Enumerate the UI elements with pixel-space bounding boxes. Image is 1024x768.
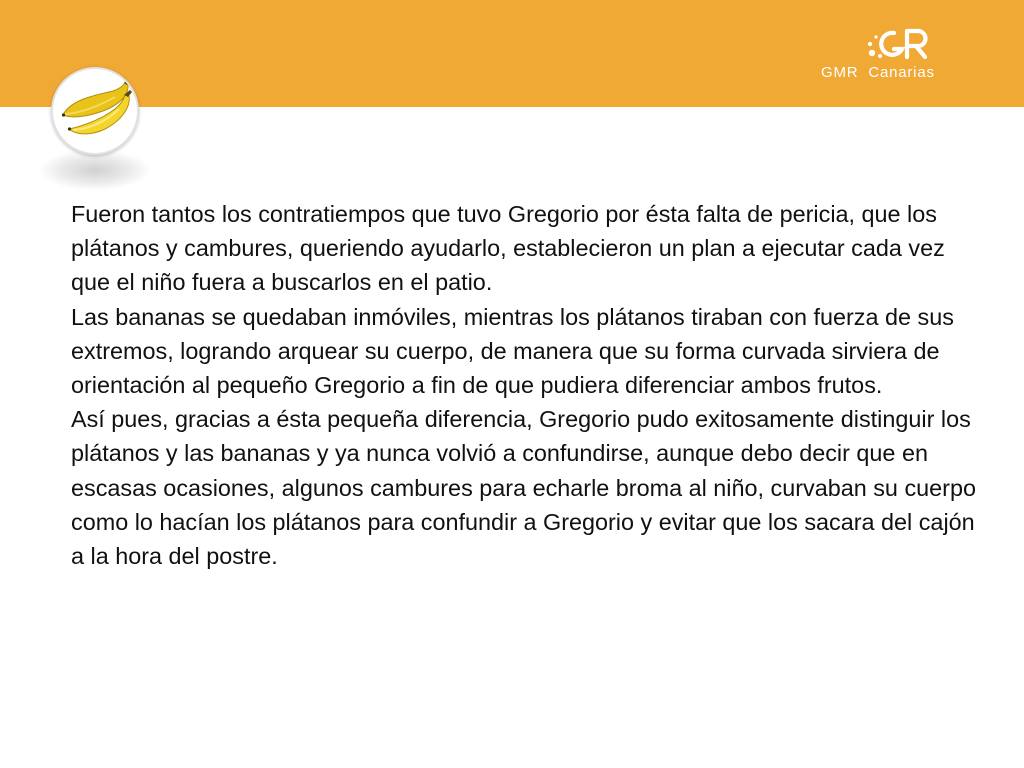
paragraph-3: Así pues, gracias a ésta pequeña diferencia, Gregorio pudo exitosamente distinguir los plátanos y las bananas y ya nunca volvió a confundirse, aunque debo decir que en escasas ocasiones, algunos cambures para echarle broma al niño, curvaban su cuerpo como lo hacían los plátanos para confundir a Gregorio y evitar que los sacara del cajón a la hora del postre.: [71, 406, 976, 570]
gmr-canarias-logo: [818, 26, 988, 86]
story-text: [71, 197, 976, 573]
paragraph-1: Fueron tantos los contratiempos que tuvo Gregorio por ésta falta de pericia, que los plátanos y cambures, queriendo ayudarlo, establecieron un plan a ejecutar cada vez que el niño fuera a buscarlos en el patio.: [71, 201, 945, 296]
badge-shadow: [40, 150, 150, 190]
banana-badge: [51, 67, 139, 155]
banana-icon: [53, 69, 137, 153]
logo-text: GMR Canarias: [821, 64, 935, 81]
header-band: [0, 0, 1024, 107]
paragraph-2: Las bananas se quedaban inmóviles, mientras los plátanos tiraban con fuerza de sus extremos, logrando arquear su cuerpo, de manera que su forma curvada sirviera de orientación al pequeño Gregorio a fin de que pudiera diferenciar ambos frutos.: [71, 303, 954, 399]
gmr-logo-mark-icon: [864, 26, 934, 62]
